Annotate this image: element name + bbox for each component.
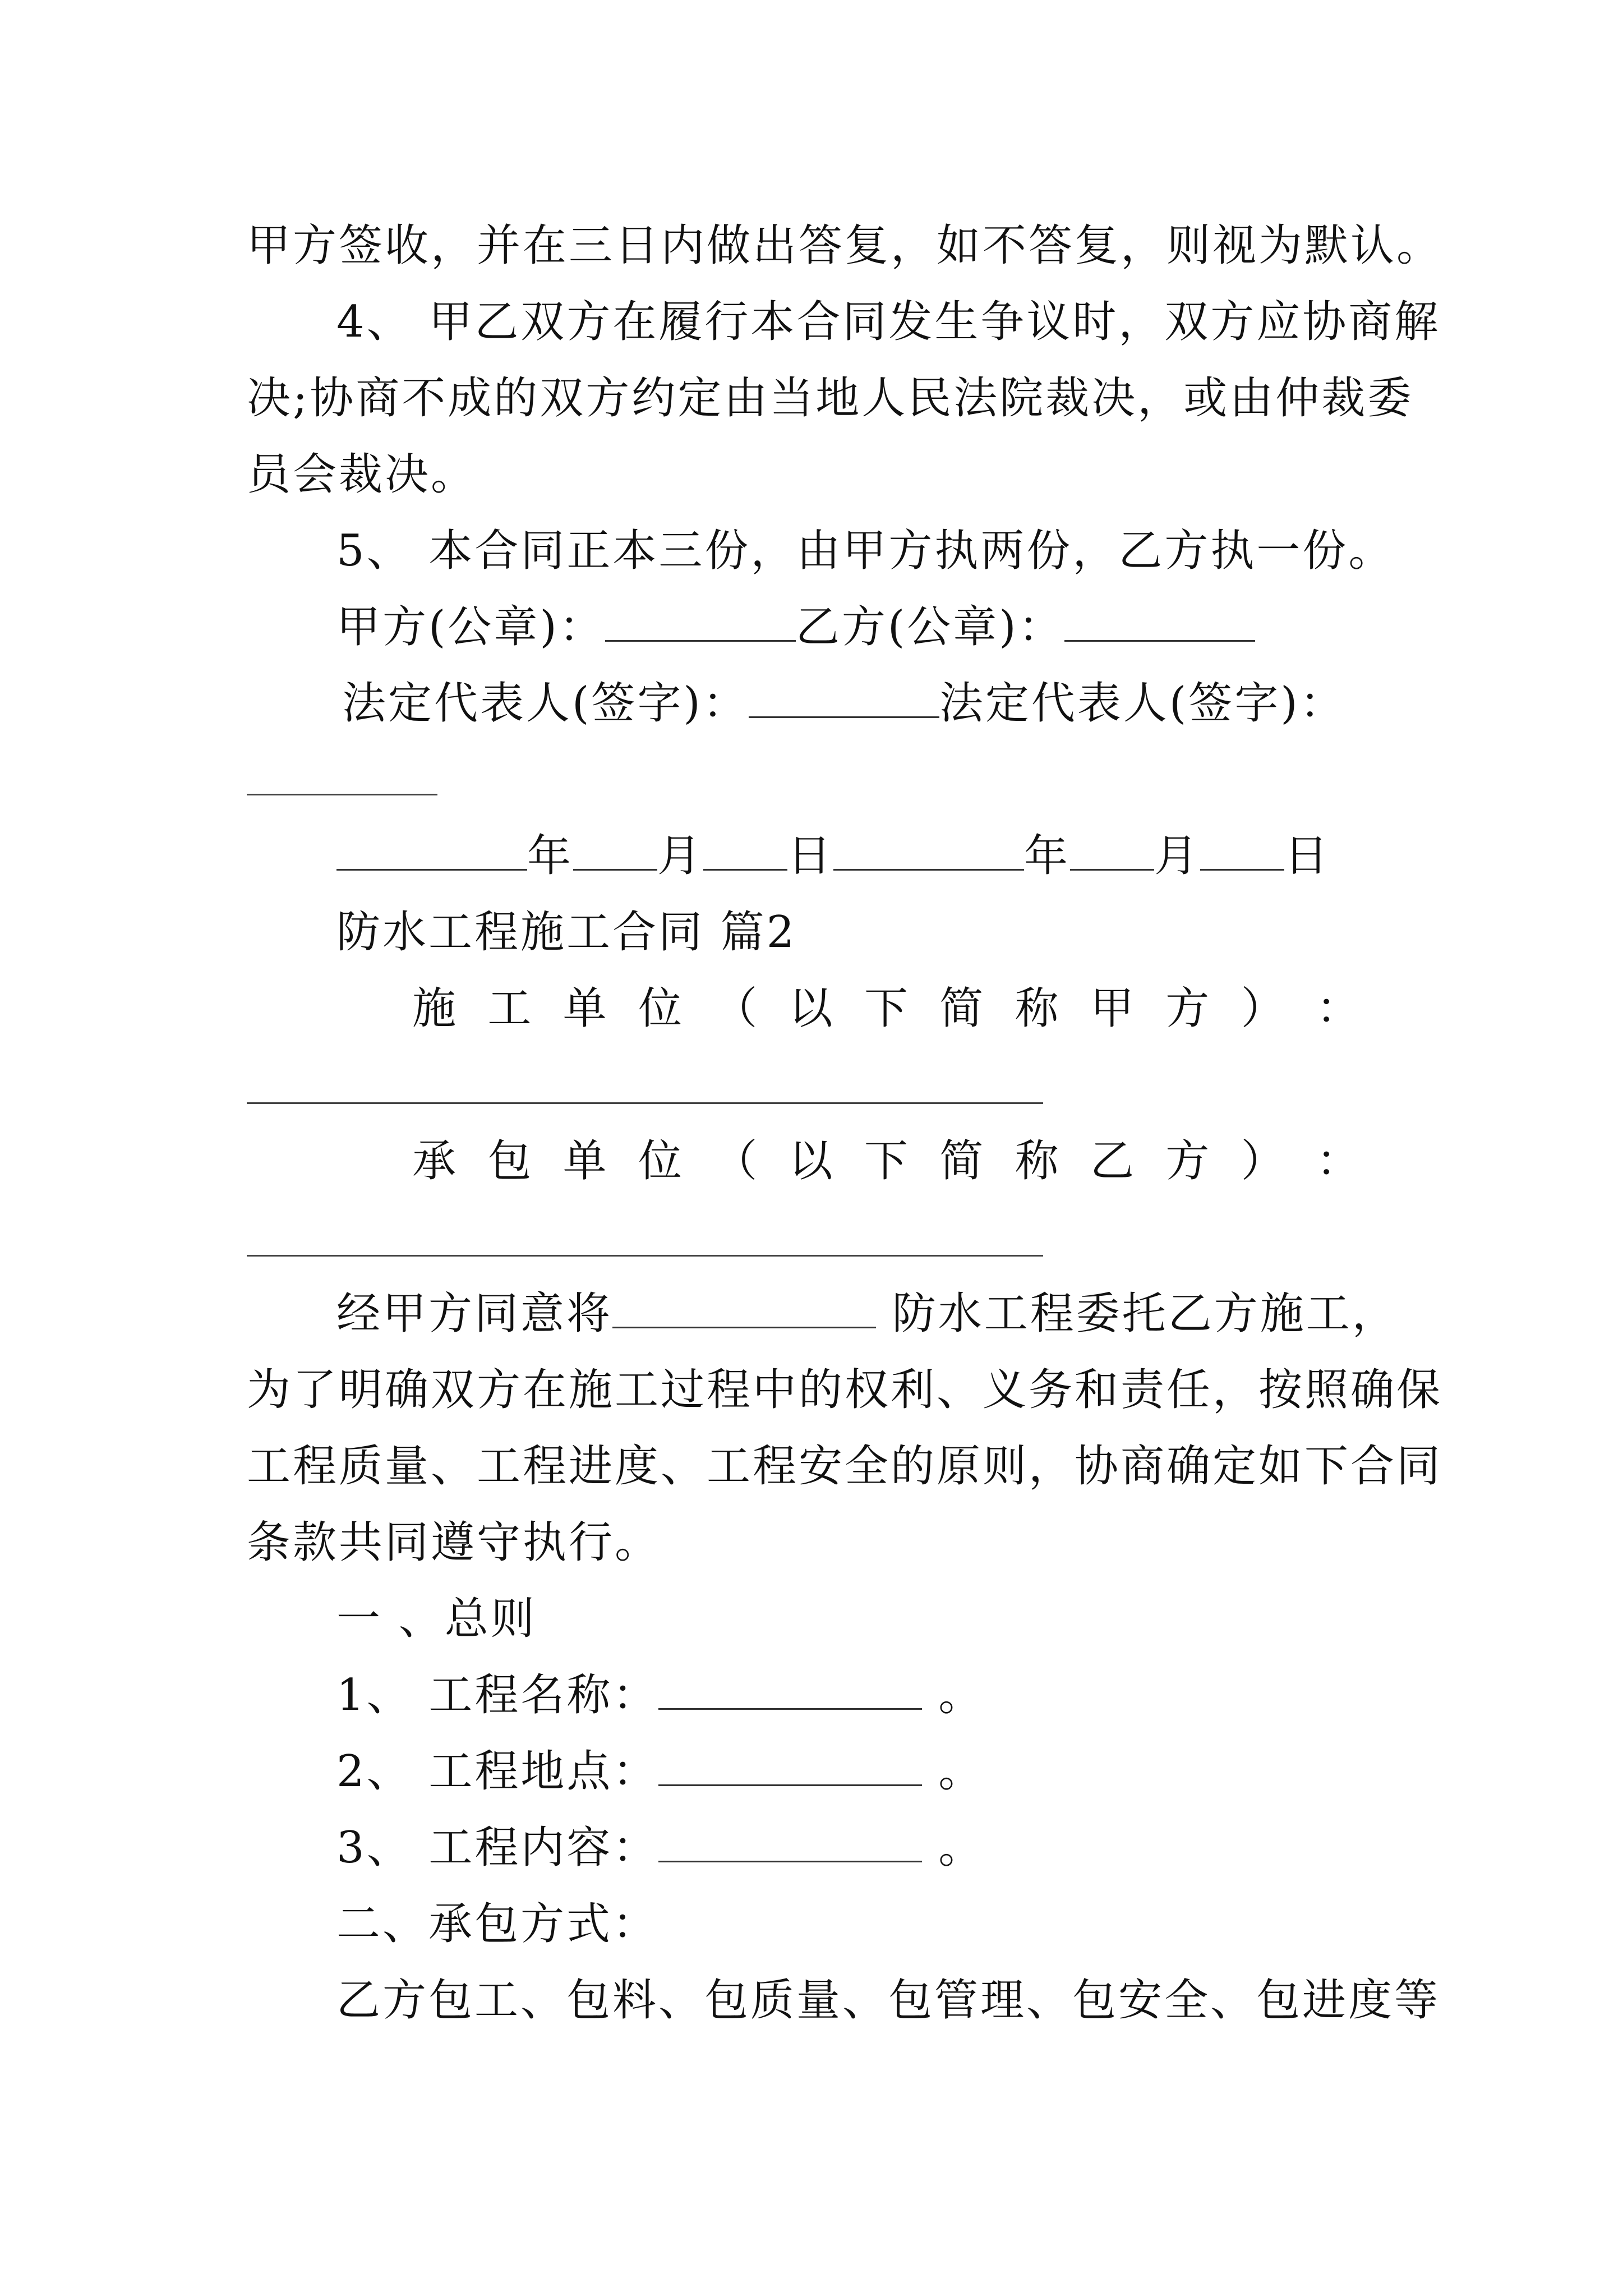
contractor-unit-char: ：: [1316, 1136, 1360, 1186]
paragraph-reply-terms: 甲方签收，并在三日内做出答复，如不答复，则视为默认。: [247, 220, 1443, 271]
construction-unit-char: （: [713, 983, 758, 1034]
month-a-label: 月: [657, 831, 704, 881]
construction-unit-char: 施: [412, 983, 457, 1034]
intro-line-4: 条款共同遵守执行。: [247, 1517, 661, 1568]
party-b-seal-label: 乙方(公章)：: [795, 602, 1064, 652]
paragraph-clause-4-line1: 4、 甲乙双方在履行本合同发生争议时，双方应协商解: [336, 297, 1441, 347]
intro-line-1: [336, 1286, 1398, 1342]
item-project-location: [336, 1743, 984, 1800]
construction-unit-char: 以: [789, 983, 833, 1034]
contractor-unit-char: （: [713, 1136, 758, 1186]
contractor-unit-char: ）: [1241, 1136, 1285, 1186]
representative-line: [342, 675, 1346, 731]
construction-unit-char: ）: [1241, 983, 1285, 1034]
construction-unit-char: ：: [1316, 983, 1360, 1034]
year-b-blank[interactable]: [833, 829, 1024, 871]
contractor-unit-char: 称: [1015, 1136, 1059, 1186]
party-a-seal-blank[interactable]: [605, 600, 796, 642]
paragraph-clause-5: 5、 本合同正本三份，由甲方执两份，乙方执一份。: [336, 526, 1395, 576]
project-name-blank[interactable]: [612, 1286, 876, 1328]
date-line: [336, 828, 1330, 884]
contractor-unit-char: 方: [1165, 1136, 1210, 1186]
item-project-location-blank[interactable]: [658, 1744, 922, 1786]
item-project-content: [336, 1820, 984, 1876]
contractor-unit-char: 单: [562, 1136, 607, 1186]
seal-line: [336, 599, 1255, 655]
month-a-blank[interactable]: [573, 829, 657, 871]
day-b-label: 日: [1284, 831, 1331, 881]
contractor-unit-line: [412, 1133, 1360, 1189]
party-a-seal-label: 甲方(公章)：: [336, 602, 605, 652]
construction-unit-char: 甲: [1090, 983, 1134, 1034]
month-b-blank[interactable]: [1070, 829, 1154, 871]
construction-unit-char: 位: [638, 983, 682, 1034]
section-general: 一 、总则: [336, 1594, 537, 1644]
contractor-unit-char: 承: [412, 1136, 457, 1186]
construction-unit-line: [412, 981, 1360, 1037]
item-project-name-end: 。: [922, 1670, 985, 1720]
contractor-unit-char: 以: [789, 1136, 833, 1186]
item-project-content-label: 3、 工程内容：: [336, 1823, 659, 1873]
intro-prefix: 经甲方同意将: [336, 1289, 613, 1339]
item-project-content-end: 。: [922, 1823, 985, 1873]
contractor-unit-blank[interactable]: [247, 1255, 1043, 1257]
item-project-location-label: 2、 工程地点：: [336, 1746, 659, 1797]
rep-a-label: 法定代表人(签字)：: [342, 678, 749, 729]
paragraph-clause-4-line2: 决;协商不成的双方约定由当地人民法院裁决，或由仲裁委: [247, 373, 1414, 424]
item-project-name-blank[interactable]: [658, 1668, 922, 1710]
construction-unit-char: 工: [487, 983, 532, 1034]
year-b-label: 年: [1024, 831, 1071, 881]
contractor-unit-char: 乙: [1090, 1136, 1134, 1186]
intro-suffix: 防水工程委托乙方施工，: [876, 1289, 1398, 1339]
item-project-name: [336, 1667, 984, 1723]
paragraph-clause-4-line3: 员会裁决。: [247, 449, 477, 500]
rep-b-label: 法定代表人(签字)：: [939, 678, 1346, 729]
contractor-unit-char: 包: [487, 1136, 532, 1186]
section-heading-2: 防水工程施工合同 篇2: [336, 907, 797, 958]
day-b-blank[interactable]: [1200, 829, 1284, 871]
month-b-label: 月: [1154, 831, 1201, 881]
rep-a-blank[interactable]: [749, 676, 939, 718]
contract-mode-line: 乙方包工、包料、包质量、包管理、包安全、包进度等: [336, 1975, 1441, 2026]
party-b-seal-blank[interactable]: [1064, 600, 1255, 642]
intro-line-3: 工程质量、工程进度、工程安全的原则，协商确定如下合同: [247, 1441, 1443, 1492]
construction-unit-blank[interactable]: [247, 1102, 1043, 1104]
day-a-label: 日: [787, 831, 834, 881]
day-a-blank[interactable]: [703, 829, 787, 871]
year-a-label: 年: [527, 831, 574, 881]
contractor-unit-char: 位: [638, 1136, 682, 1186]
construction-unit-char: 单: [562, 983, 607, 1034]
construction-unit-char: 称: [1015, 983, 1059, 1034]
contractor-unit-char: 下: [864, 1136, 908, 1186]
construction-unit-char: 简: [939, 983, 984, 1034]
year-a-blank[interactable]: [336, 829, 527, 871]
construction-unit-char: 方: [1165, 983, 1210, 1034]
contractor-unit-char: 简: [939, 1136, 984, 1186]
intro-line-2: 为了明确双方在施工过程中的权利、义务和责任，按照确保: [247, 1365, 1443, 1415]
rep-b-blank[interactable]: [247, 794, 437, 795]
construction-unit-char: 下: [864, 983, 908, 1034]
item-project-location-end: 。: [922, 1746, 985, 1797]
item-project-name-label: 1、 工程名称：: [336, 1670, 659, 1720]
section-contract-mode: 二、承包方式：: [336, 1899, 659, 1949]
item-project-content-blank[interactable]: [658, 1820, 922, 1862]
